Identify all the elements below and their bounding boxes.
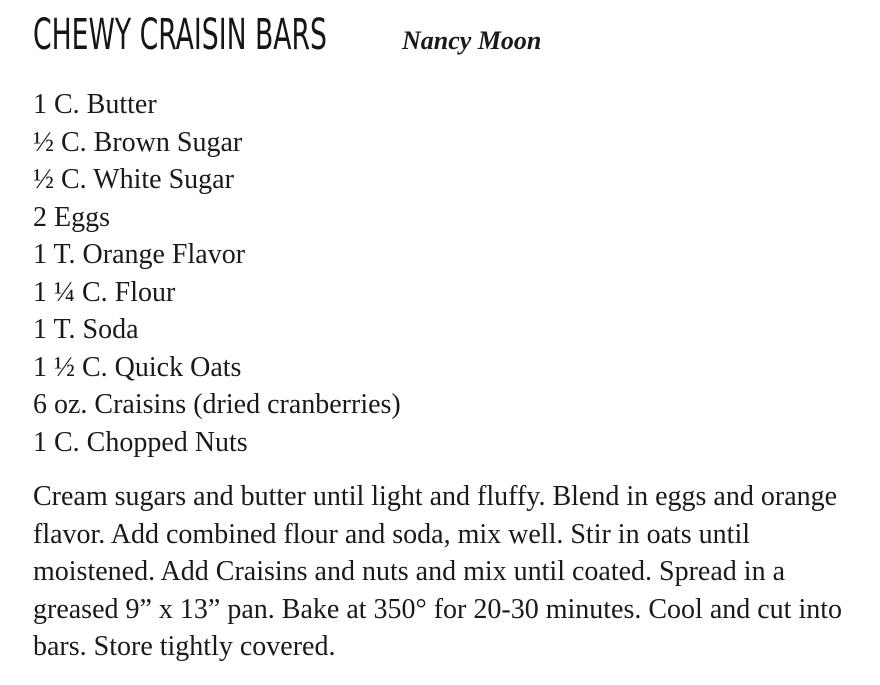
ingredient-item: 6 oz. Craisins (dried cranberries) bbox=[33, 389, 401, 420]
ingredient-item: 1 ¼ C. Flour bbox=[33, 276, 176, 308]
recipe-directions: Cream sugars and butter until light and fluffy. Blend in eggs and orange flavor. Add combined flour and soda, mix well. Stir in oats until moistened. Add Craisins and nuts and mix until coated. Spread in a greased 9” x 13” pan. Bake at 350° for 20-30 minutes. Cool and cut into bars. Store tightly covered. bbox=[33, 481, 843, 662]
ingredient-item: 1 C. Butter bbox=[33, 89, 157, 120]
ingredient-item: 1 C. Chopped Nuts bbox=[33, 426, 248, 458]
ingredient-item: 1 T. Soda bbox=[33, 314, 139, 345]
ingredient-item: 1 ½ C. Quick Oats bbox=[33, 351, 242, 383]
ingredient-item: ½ C. Brown Sugar bbox=[33, 126, 243, 158]
ingredient-item: 2 Eggs bbox=[33, 201, 110, 233]
recipe-header bbox=[33, 10, 873, 68]
ingredient-list bbox=[33, 86, 873, 461]
recipe-author: Nancy Moon bbox=[402, 26, 542, 55]
recipe-card bbox=[33, 10, 873, 666]
recipe-title: CHEWY CRAISIN BARS bbox=[33, 10, 327, 60]
ingredient-item: 1 T. Orange Flavor bbox=[33, 239, 246, 270]
ingredient-item: ½ C. White Sugar bbox=[33, 164, 234, 195]
